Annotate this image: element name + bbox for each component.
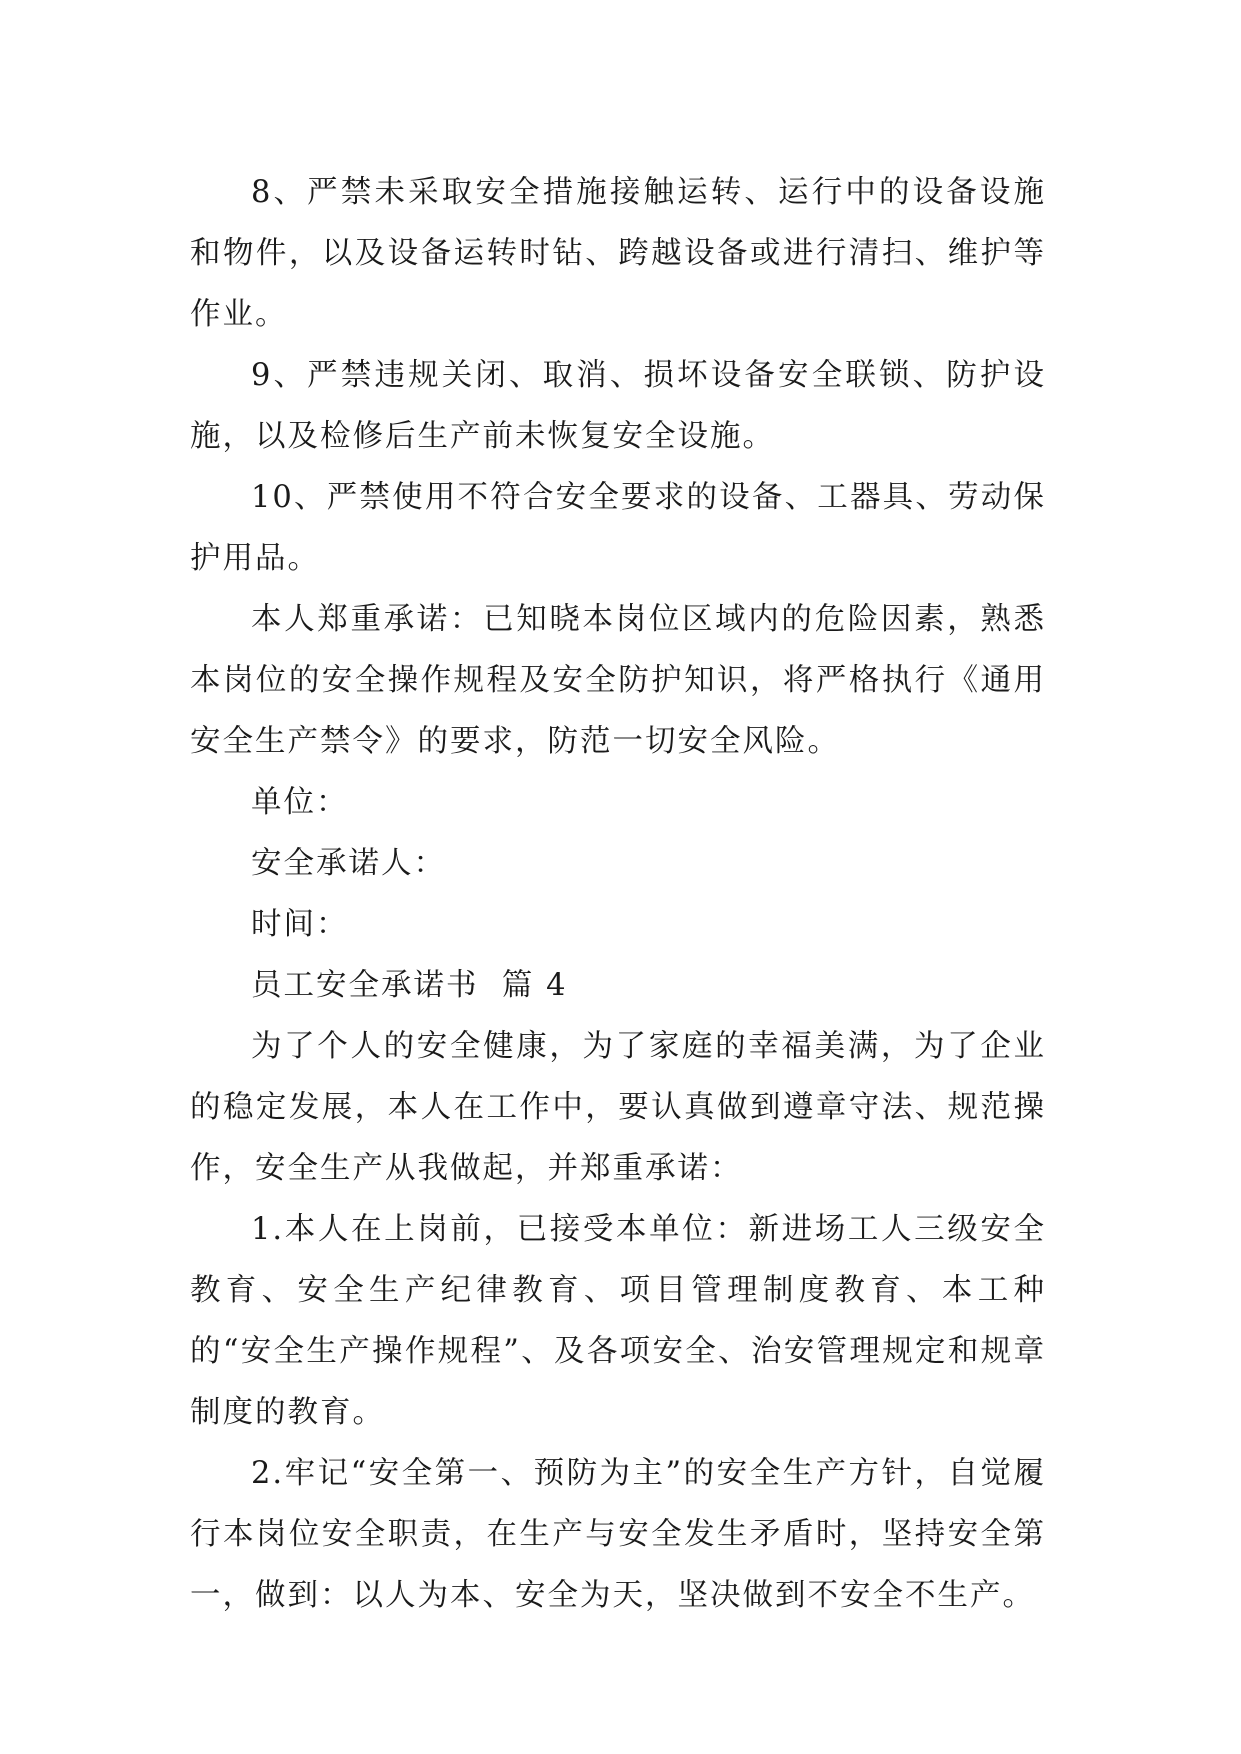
paragraph-item-8: 8、严禁未采取安全措施接触运转、运行中的设备设施和物件，以及设备运转时钻、跨越设备或进行清扫、维护等作业。	[190, 175, 1046, 332]
pledger-label: 安全承诺人：	[251, 846, 446, 881]
pledge-item-2: 2.牢记“安全第一、预防为主”的安全生产方针，自觉履行本岗位安全职责，在生产与安全发生矛盾时，坚持安全第一，做到：以人为本、安全为天，坚决做到不安全不生产。	[190, 1456, 1046, 1613]
pledge-statement: 本人郑重承诺：已知晓本岗位区域内的危险因素，熟悉本岗位的安全操作规程及安全防护知识，将严格执行《通用安全生产禁令》的要求，防范一切安全风险。	[190, 602, 1046, 759]
pledge-item-1: 1.本人在上岗前，已接受本单位：新进场工人三级安全教育、安全生产纪律教育、项目管理制度教育、本工种的“安全生产操作规程”、及各项安全、治安管理规定和规章制度的教育。	[190, 1212, 1046, 1430]
unit-label: 单位：	[251, 785, 349, 820]
paragraph-item-9: 9、严禁违规关闭、取消、损坏设备安全联锁、防护设施，以及检修后生产前未恢复安全设施。	[190, 358, 1046, 454]
document-body	[190, 162, 1046, 1626]
section-heading: 员工安全承诺书 篇 4	[251, 968, 568, 1003]
intro-paragraph: 为了个人的安全健康，为了家庭的幸福美满，为了企业的稳定发展，本人在工作中，要认真做到遵章守法、规范操作，安全生产从我做起，并郑重承诺：	[190, 1029, 1046, 1186]
date-label: 时间：	[251, 907, 349, 942]
paragraph-item-10: 10、严禁使用不符合安全要求的设备、工器具、劳动保护用品。	[190, 480, 1046, 576]
